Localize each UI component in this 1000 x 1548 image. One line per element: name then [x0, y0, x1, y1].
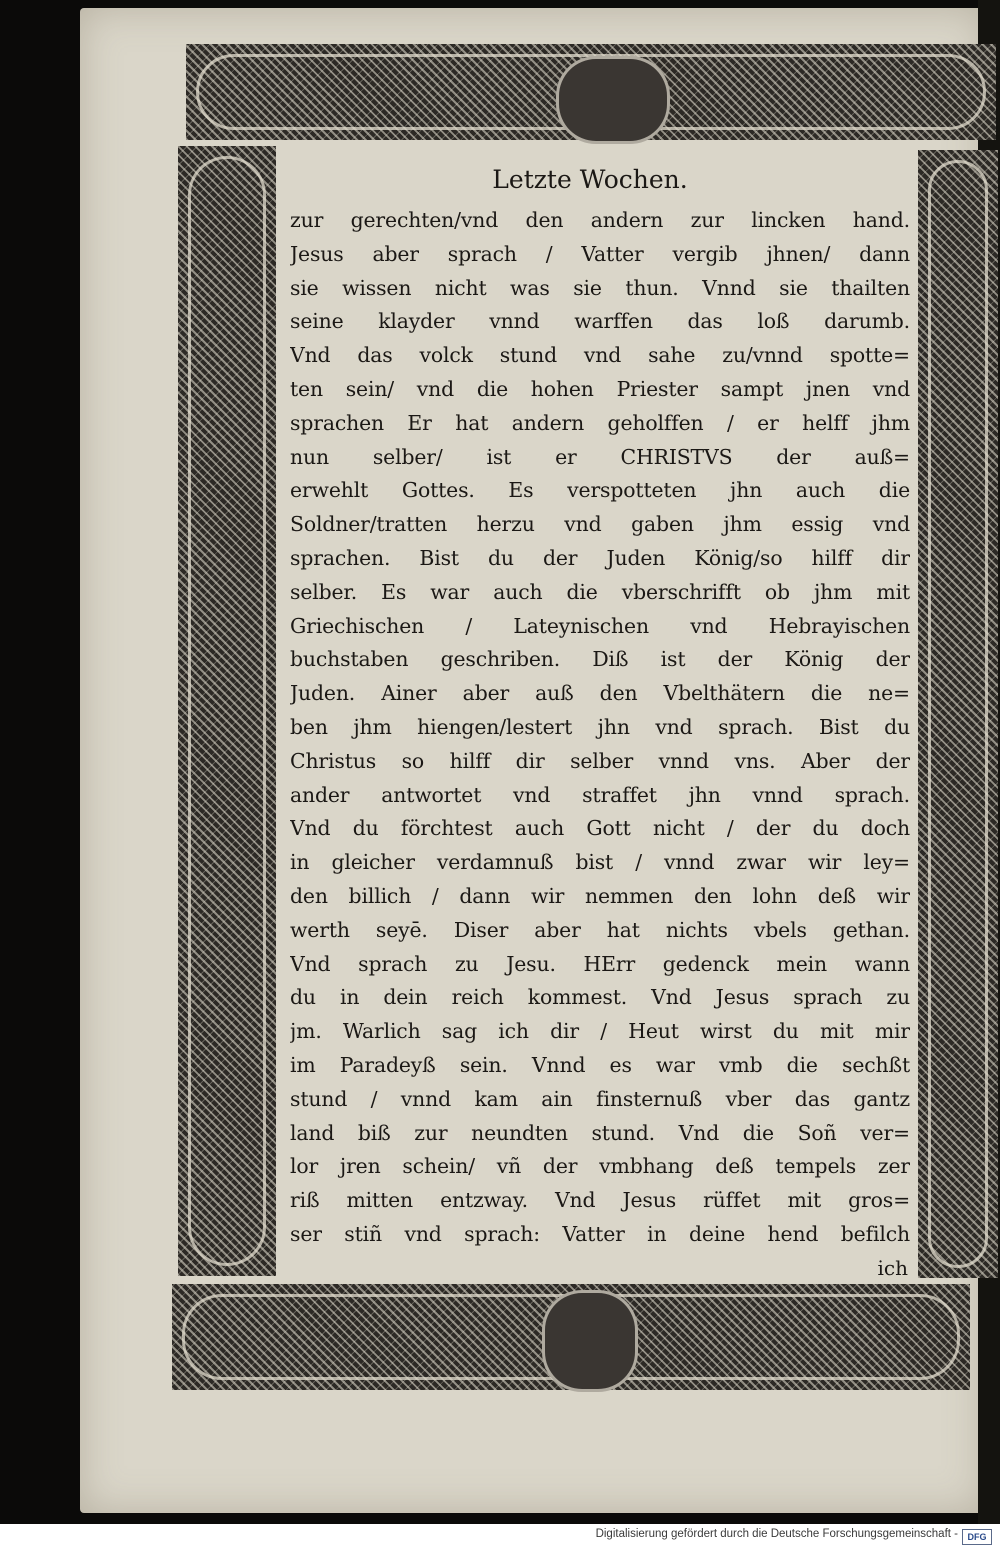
text-line: nun selber/ ist er CHRISTVS der auß= — [290, 444, 910, 469]
footer-bar — [0, 1524, 1000, 1548]
text-line: erwehlt Gottes. Es verspotteten jhn auch die — [290, 478, 910, 503]
text-line: ser stiñ vnd sprach: Vatter in deine hend befilch — [290, 1221, 910, 1246]
text-line: lor jren schein/ vñ der vmbhang deß tempels zer — [290, 1154, 910, 1179]
text-line: selber. Es war auch die vberschrifft ob jhm mit — [290, 579, 910, 604]
text-line: in gleicher verdamnuß bist / vnnd zwar wir ley= — [290, 850, 910, 875]
text-line: land biß zur neundten stund. Vnd die Soñ ver= — [290, 1120, 910, 1145]
text-line: seine klayder vnnd warffen das loß darumb. — [290, 309, 910, 334]
text-line: Juden. Ainer aber auß den Vbelthätern die ne= — [290, 681, 910, 706]
running-head: Letzte Wochen. — [492, 165, 688, 194]
text-line: buchstaben geschriben. Diß ist der König der — [290, 647, 910, 672]
woodcut-border-right — [918, 150, 998, 1278]
text-line: werth seyē. Diser aber hat nichts vbels gethan. — [290, 917, 910, 942]
text-line: sprachen. Bist du der Juden König/so hilff dir — [290, 545, 910, 570]
text-line: Soldner/tratten herzu vnd gaben jhm essig vnd — [290, 512, 910, 537]
text-line: du in dein reich kommest. Vnd Jesus sprach zu — [290, 985, 910, 1010]
text-line: stund / vnnd kam ain finsternuß vber das gantz — [290, 1086, 910, 1111]
woodcut-border-left — [178, 146, 276, 1276]
text-line: Christus so hilff dir selber vnnd vns. Aber der — [290, 748, 910, 773]
text-line: Vnd du förchtest auch Gott nicht / der du doch — [290, 816, 910, 841]
lion-mask-ornament — [556, 56, 670, 144]
text-line: ben jhm hiengen/lestert jhn vnd sprach. Bist du — [290, 714, 910, 739]
text-line: sie wissen nicht was sie thun. Vnnd sie thailten — [290, 275, 910, 300]
text-line: im Paradeyß sein. Vnnd es war vmb die sechßt — [290, 1052, 910, 1077]
funding-credit: Digitalisierung gefördert durch die Deutsche Forschungsgemeinschaft - — [595, 1528, 958, 1540]
text-line: den billich / dann wir nemmen den lohn deß wir — [290, 883, 910, 908]
text-line: ander antwortet vnd straffet jhn vnnd sprach. — [290, 782, 910, 807]
text-line: Vnd sprach zu Jesu. HErr gedenck mein wann — [290, 951, 910, 976]
text-line: jm. Warlich sag ich dir / Heut wirst du mit mir — [290, 1019, 910, 1044]
body-text — [290, 204, 910, 1252]
text-line: ten sein/ vnd die hohen Priester sampt jnen vnd — [290, 376, 910, 401]
text-line: Vnd das volck stund vnd sahe zu/vnnd spotte= — [290, 343, 910, 368]
dfg-logo: DFG — [962, 1529, 992, 1545]
text-line: Jesus aber sprach / Vatter vergib jhnen/ dann — [290, 241, 910, 266]
text-line: riß mitten entzway. Vnd Jesus rüffet mit gros= — [290, 1188, 910, 1213]
text-line: zur gerechten/vnd den andern zur lincken hand. — [290, 208, 910, 232]
text-line: sprachen Er hat andern geholffen / er helff jhm — [290, 410, 910, 435]
grotesque-mask-ornament — [542, 1290, 638, 1392]
text-line: Griechischen / Lateynischen vnd Hebrayischen — [290, 613, 910, 638]
catchword: ich — [877, 1256, 908, 1280]
